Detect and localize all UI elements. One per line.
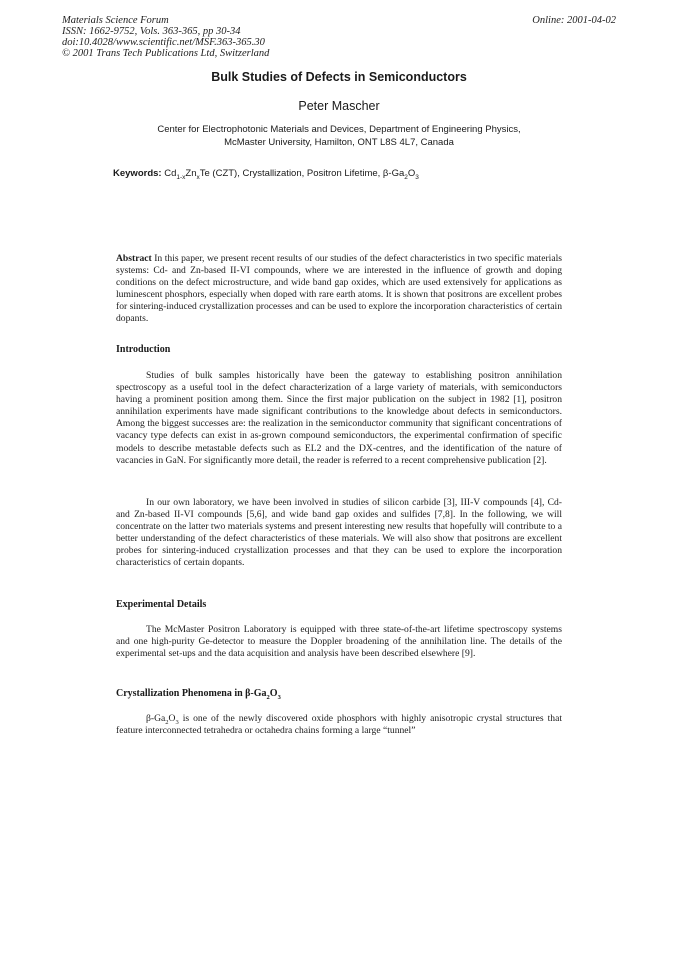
journal-copyright: © 2001 Trans Tech Publications Ltd, Switzerland (62, 48, 270, 59)
journal-info (62, 15, 269, 59)
keywords-sub-x: x (196, 173, 200, 181)
crystallization-heading-sub-3: 3 (277, 694, 281, 701)
introduction-paragraph-1: Studies of bulk samples historically have been the gateway to establishing positron annihilation spectroscopy as a useful tool in the defect characterization of a large variety of materials, with semiconductors having a prominent position among them. Since the first major publication on the subject in 1982 [1], positron annihilation experiments have made significant contributions to the knowledge about defects in semiconductors. Among the biggest successes are: the realization in the semiconductor community that significant concentrations of vacancy type defects can exist in as-grown compound semiconductors, the experimental confirmation of specific models to describe metastable defects such as EL2 and the DX-centres, and the identification of the nature of vacancies in GaN. For significantly more detail, the reader is referred to a recent comprehensive publication [2]. (116, 370, 562, 466)
introduction-heading: Introduction (116, 344, 171, 355)
experimental-paragraph: The McMaster Positron Laboratory is equipped with three state-of-the-art lifetime spectroscopy systems and one high-purity Ge-detector to measure the Doppler broadening of the annihilation line. The details of the experimental set-ups and the data acquisition and analysis have been described elsewhere [9]. (116, 624, 562, 660)
crystallization-para-ga: β-Ga (146, 713, 166, 724)
experimental-heading: Experimental Details (116, 599, 207, 610)
crystallization-heading-o: O (269, 688, 278, 699)
paper-author: Peter Mascher (298, 99, 380, 113)
affiliation-line-1: Center for Electrophotonic Materials and Devices, Department of Engineering Physics, (157, 124, 521, 135)
keywords-sub-3: 3 (415, 173, 419, 181)
crystallization-para-sub-2: 2 (165, 718, 169, 726)
keywords-zn: Zn (185, 168, 197, 179)
keywords-o: O (407, 168, 416, 179)
introduction-paragraph-2: In our own laboratory, we have been involved in studies of silicon carbide [3], III-V compounds [4], Cd- and Zn-based II-VI compounds [5,6], and wide band gap oxides and sulfides [7,8]. In the following, we will concentrate on the latter two materials systems and present interesting new results that hopefully will contribute to a better understanding of the defect characteristics of these materials. We will also show that positrons are excellent probes for sintering-induced crystallization processes and that they can be used to explore the incorporation characteristics of certain dopants. (116, 497, 562, 569)
crystallization-para-sub-3: 3 (175, 718, 179, 726)
crystallization-para-text: is one of the newly discovered oxide phosphors with highly anisotropic crystal structures that feature interconnected tetrahedra or octahedra chains forming a large “tunnel” (116, 713, 562, 737)
abstract-text: In this paper, we present recent results of our studies of the defect characteristics in two specific materials systems: Cd- and Zn-based II-VI compounds, where we are interested in the influence of growth and doping conditions on the defect microstructure, and wide band gap oxides, which are used extensively for applications as luminescent phosphors, especially when doped with rare earth atoms. It is shown that positrons are excellent probes for sintering-induced crystallization processes and can be used to explore the incorporation characteristics of certain dopants. (116, 253, 562, 325)
crystallization-heading-text: Crystallization Phenomena in β-Ga (116, 688, 267, 699)
keywords (113, 168, 419, 179)
crystallization-heading (116, 688, 281, 699)
journal-name: Materials Science Forum (62, 15, 169, 26)
keywords-sub-2: 2 (404, 173, 408, 181)
journal-doi: doi:10.4028/www.scientific.net/MSF.363-365.30 (62, 37, 265, 48)
keywords-label: Keywords: (113, 168, 162, 179)
paper-title: Bulk Studies of Defects in Semiconductors (211, 70, 467, 84)
online-date: Online: 2001-04-02 (532, 15, 616, 26)
keywords-cd: Cd (164, 168, 177, 179)
journal-issn: ISSN: 1662-9752, Vols. 363-365, pp 30-34 (62, 26, 241, 37)
affiliation-line-2: McMaster University, Hamilton, ONT L8S 4L7, Canada (224, 136, 454, 148)
abstract-label: Abstract (116, 253, 152, 264)
keywords-sub-1x: 1-x (176, 173, 186, 181)
crystallization-para-o: O (168, 713, 176, 724)
crystallization-paragraph (116, 713, 562, 737)
crystallization-heading-sub-2: 2 (266, 694, 270, 701)
keywords-rest: Te (CZT), Crystallization, Positron Lifetime, β-Ga (199, 168, 405, 179)
author-affiliation (0, 124, 678, 149)
abstract (116, 253, 562, 326)
